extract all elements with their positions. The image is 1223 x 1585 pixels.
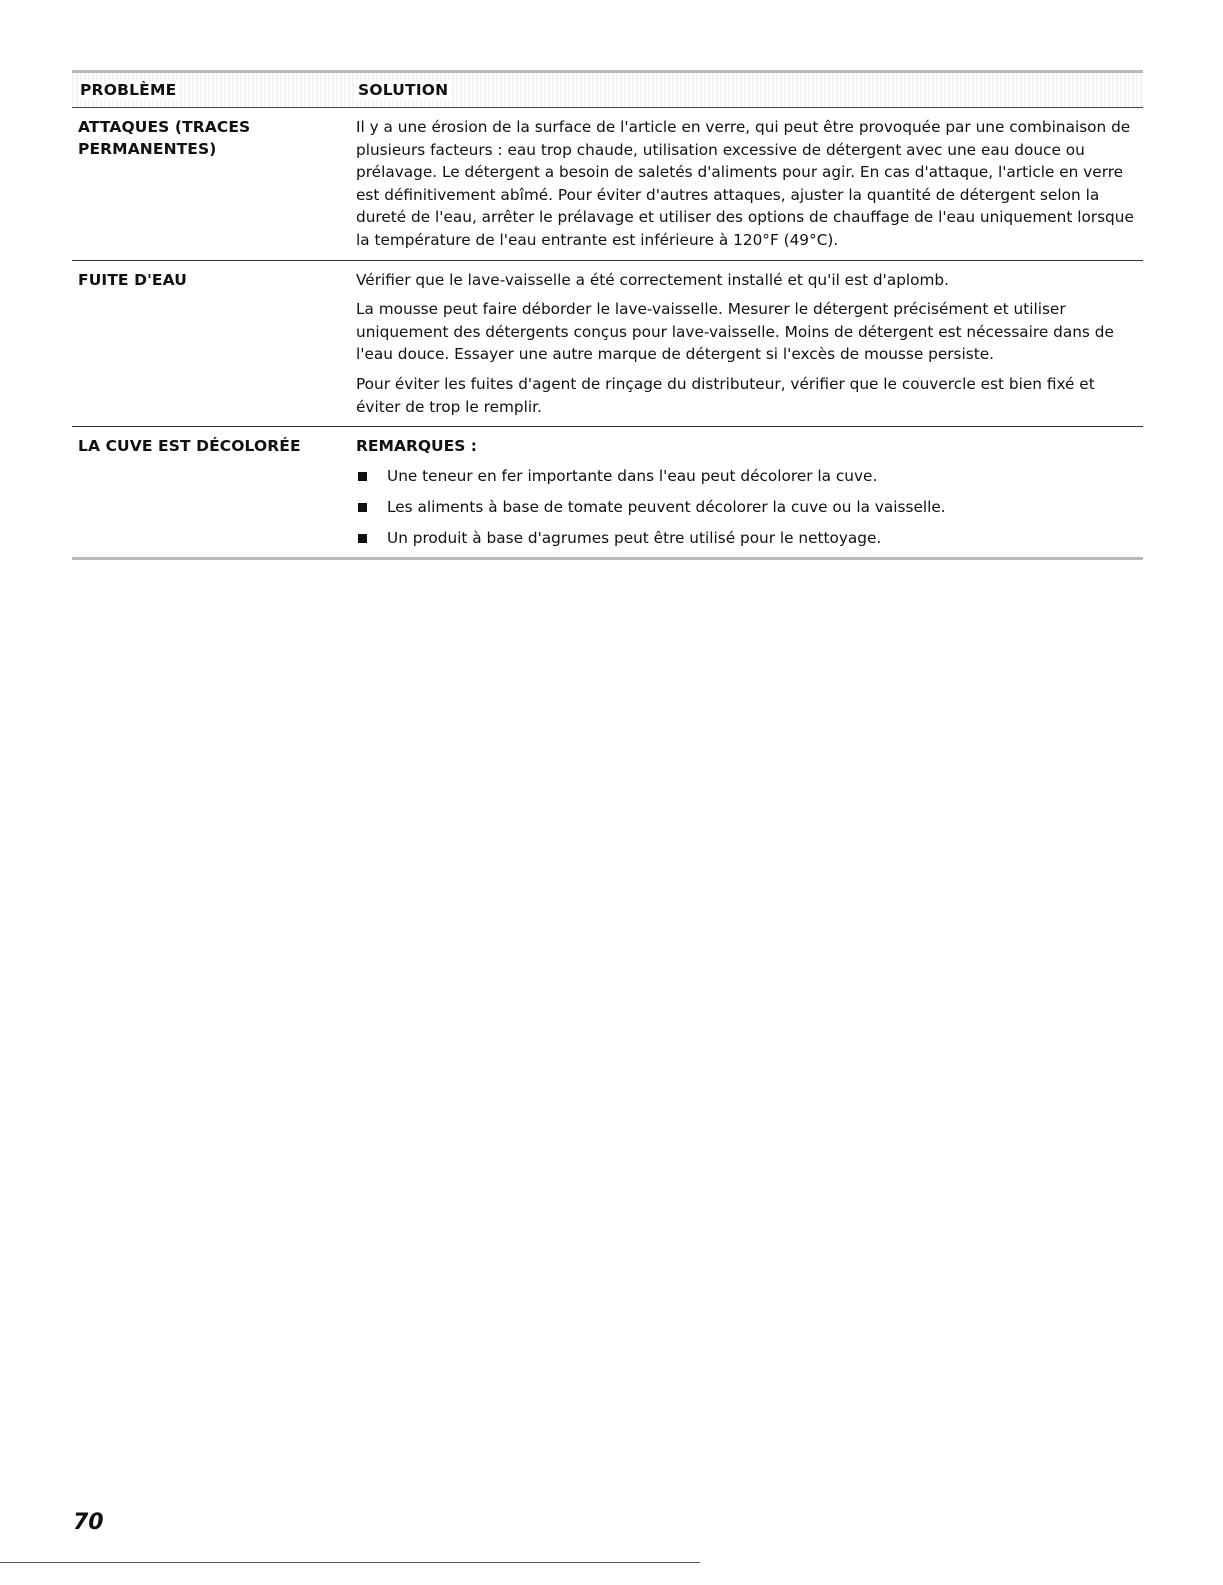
page-number: 70	[73, 1510, 104, 1535]
problem-fuite: FUITE D'EAU	[78, 270, 187, 289]
troubleshooting-table	[72, 70, 1143, 560]
table-header	[72, 70, 1143, 108]
bullet-square-icon	[358, 472, 367, 481]
list-item: Un produit à base d'agrumes peut être utilisé pour le nettoyage.	[356, 527, 1135, 549]
remarks-title: REMARQUES :	[356, 437, 477, 456]
table-row	[72, 108, 1143, 261]
table-row	[72, 427, 1143, 560]
solution-paragraph: Pour éviter les fuites d'agent de rinçage du distributeur, vérifier que le couvercle est bien fixé et éviter de trop le remplir.	[356, 374, 1095, 416]
header-solution: SOLUTION	[358, 81, 449, 99]
header-problem: PROBLÈME	[80, 81, 177, 99]
list-item: Les aliments à base de tomate peuvent décolorer la cuve ou la vaisselle.	[356, 496, 1135, 518]
table-row	[72, 261, 1143, 428]
bottom-divider	[0, 1562, 700, 1563]
list-item: Une teneur en fer importante dans l'eau peut décolorer la cuve.	[356, 465, 1135, 487]
solution-cuve	[356, 435, 1143, 549]
bullet-square-icon	[358, 534, 367, 543]
solution-attaques	[356, 116, 1143, 252]
bullet-square-icon	[358, 503, 367, 512]
solution-paragraph: Vérifier que le lave-vaisselle a été correctement installé et qu'il est d'aplomb.	[356, 270, 950, 289]
problem-attaques: ATTAQUES (TRACES PERMANENTES)	[78, 118, 251, 158]
solution-paragraph: La mousse peut faire déborder le lave-vaisselle. Mesurer le détergent précisément et utiliser uniquement des détergents conçus pour lave-vaisselle. Moins de détergent est nécessaire dans de l'eau douce. Essayer une autre marque de détergent si l'excès de mousse persiste.	[356, 300, 1114, 364]
solution-fuite	[356, 269, 1143, 419]
solution-paragraph: Il y a une érosion de la surface de l'article en verre, qui peut être provoquée par une combinaison de plusieurs facteurs : eau trop chaude, utilisation excessive de détergent avec une eau douce ou prélavage. Le détergent a besoin de saletés d'aliments pour agir. En cas d'attaque, l'article en verre est définitivement abîmé. Pour éviter d'autres attaques, ajuster la quantité de détergent selon la dureté de l'eau, arrêter le prélavage et utiliser des options de chauffage de l'eau uniquement lorsque la température de l'eau entrante est inférieure à 120°F (49°C).	[356, 118, 1134, 249]
problem-cuve: LA CUVE EST DÉCOLORÉE	[78, 437, 301, 456]
